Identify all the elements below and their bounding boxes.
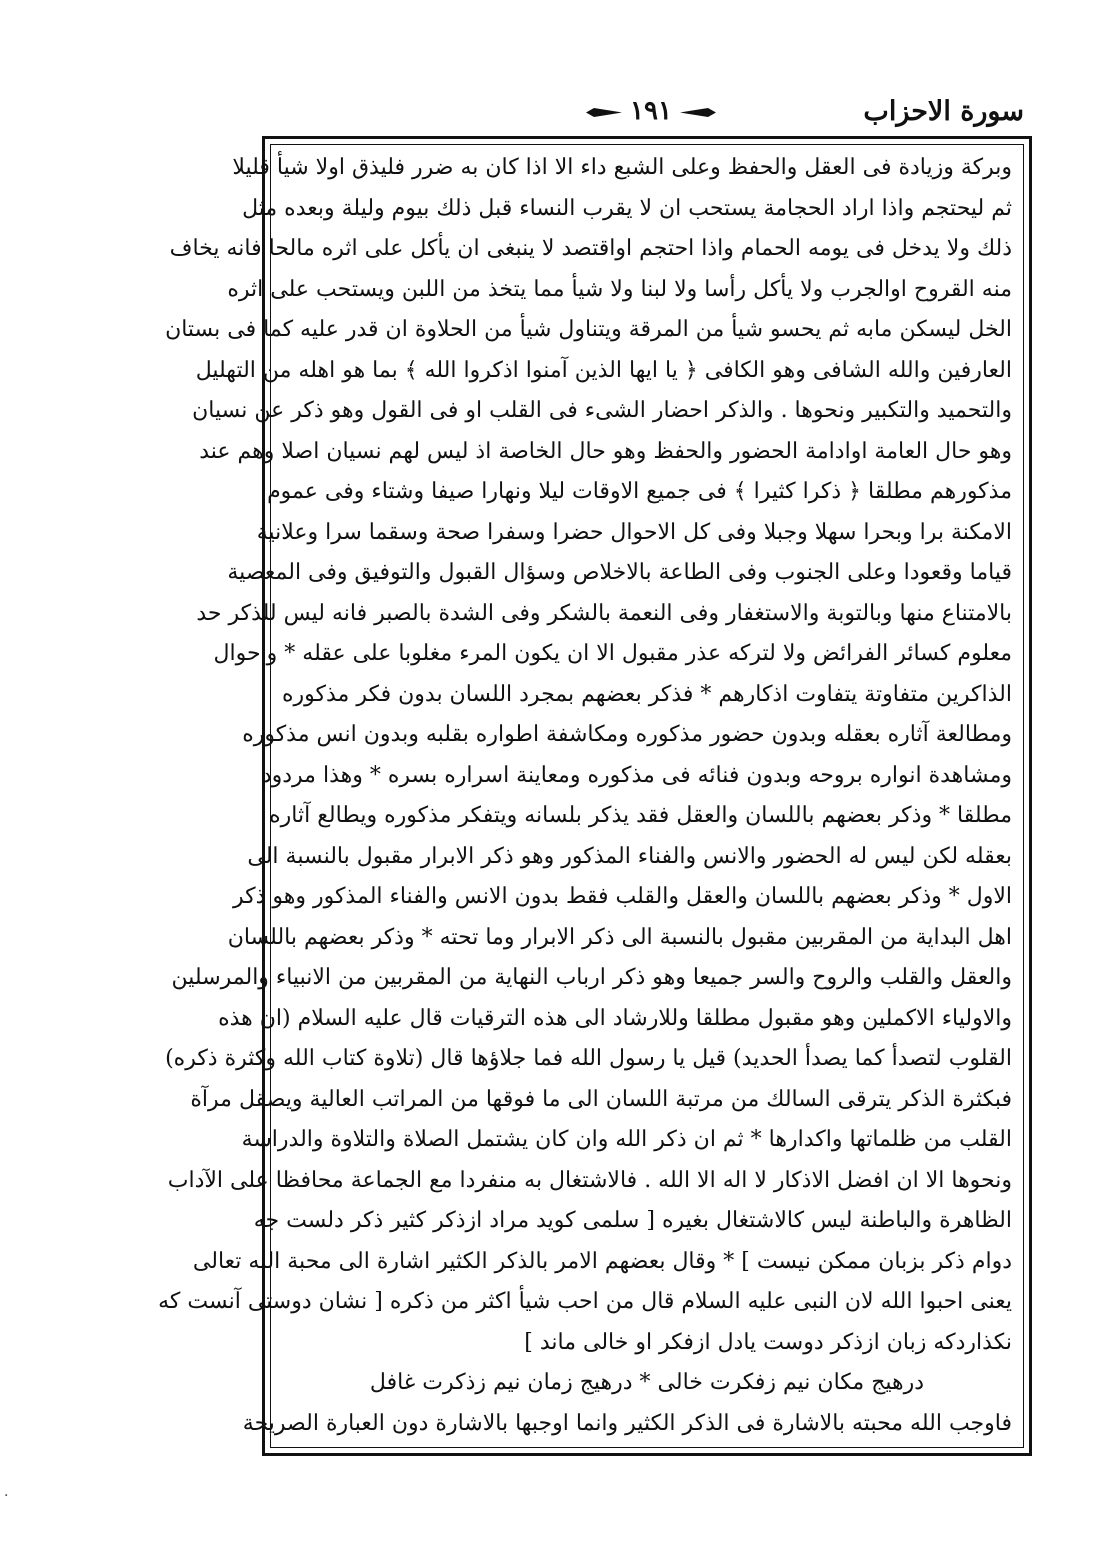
text-line: وهو حال العامة اوادامة الحضور والحفظ وهو حال الخاصة اذ ليس لهم نسيان اصلا وهم عند (199, 438, 1012, 464)
text-line: وبركة وزيادة فى العقل والحفظ وعلى الشبع داء الا اذا كان به ضرر فليذق اولا شيأ قليلا (232, 155, 1012, 180)
page-number: ١٩١ (630, 96, 672, 126)
text-line: والتحميد والتكبير ونحوها . والذكر احضار الشىء فى القلب او فى القول وهو ذكر عن نسيان (192, 398, 1012, 423)
text-line: مذكورهم مطلقا ﴿ ذكرا كثيرا ﴾ فى جميع الاوقات ليلا ونهارا صيفا وشتاء وفى عموم (267, 479, 1012, 504)
surah-title: سورة الاحزاب (863, 96, 1024, 127)
page-number-group (586, 96, 716, 128)
text-line: ومشاهدة انواره بروحه وبدون فنائه فى مذكوره ومعاينة اسراره بسره * وهذا مردود (261, 762, 1012, 788)
text-line: ثم ليحتجم واذا اراد الحجامة يستحب ان لا يقرب النساء قبل ذلك بيوم وليلة وبعده مثل (242, 195, 1012, 221)
text-line: يعنى احبوا الله لان النبى عليه السلام قال من احب شيأ اكثر من ذكره [ نشان دوستى آنست كه (158, 1289, 1012, 1314)
text-line: فبكثرة الذكر يترقى السالك من مرتبة اللسان الى ما فوقها من المراتب العالية ويصقل مرآة (190, 1086, 1012, 1112)
text-line: معلوم كسائر الفرائض ولا لتركه عذر مقبول الا ان يكون المرء مغلوبا على عقله * واحوال (213, 641, 1012, 666)
text-line: دوام ذكر بزبان ممكن نيست ] * وقال بعضهم الامر بالذكر الكثير اشارة الى محبة الله تعالى (192, 1248, 1012, 1274)
text-line: الظاهرة والباطنة ليس كالاشتغال بغيره [ سلمى كويد مراد ازذكر كثير ذكر دلست جه (253, 1208, 1012, 1233)
text-line: والاولياء الاكملين وهو مقبول مطلقا وللارشاد الى هذه الترقيات قال عليه السلام (ان هذه (218, 1005, 1012, 1031)
text-line: نكذاردكه زبان ازذكر دوست يادل ازفكر او خالى ماند ] (524, 1329, 1012, 1355)
text-line: مطلقا * وذكر بعضهم باللسان والعقل فقد يذكر بلسانه ويتفكر مذكوره ويطالع آثاره (269, 803, 1012, 828)
text-line: قياما وقعودا وعلى الجنوب وفى الطاعة بالاخلاص وسؤال القبول والتوفيق وفى المعصية (227, 560, 1012, 585)
text-line: القلوب لتصدأ كما يصدأ الحديد) قيل يا رسول الله فما جلاؤها قال (تلاوة كتاب الله وكثرة ذكره) (165, 1046, 1012, 1071)
text-line: ومطالعة آثاره بعقله وبدون حضور مذكوره ومكاشفة اطواره بقلبه وبدون انس مذكوره (242, 722, 1012, 747)
text-line: بعقله لكن ليس له الحضور والانس والفناء المذكور وهو ذكر الابرار مقبول بالنسبة الى (247, 843, 1012, 869)
text-line: الامكنة برا وبحرا سهلا وجبلا وفى كل الاحوال حضرا وسفرا صحة وسقما سرا وعلانية (256, 519, 1012, 545)
left-ornament-icon (586, 107, 622, 118)
right-ornament-icon (680, 107, 716, 118)
verse-line: درهيج مكان نيم زفكرت خالى * درهيج زمان نيم زذكرت غافل (369, 1370, 925, 1395)
text-line: ذلك ولا يدخل فى يومه الحمام واذا احتجم اواقتصد لا ينبغى ان يأكل على اثره مالحا فانه يخاف (169, 236, 1012, 261)
text-line: بالامتناع منها وبالتوبة والاستغفار وفى النعمة بالشكر وفى الشدة بالصبر فانه ليس للذكر حد (196, 600, 1012, 626)
text-line: اهل البداية من المقربين مقبول بالنسبة الى ذكر الابرار وما تحته * وذكر بعضهم باللسان (227, 924, 1012, 950)
text-line: منه القروح اوالجرب ولا يأكل رأسا ولا لبنا ولا شيأ مما يتخذ من اللبن ويستحب على اثره (227, 276, 1012, 302)
text-line: العارفين والله الشافى وهو الكافى ﴿ يا ايها الذين آمنوا اذكروا الله ﴾ بما هو اهله من التهليل (195, 357, 1012, 383)
scan-edge-mark: · (4, 1488, 9, 1504)
text-line: فاوجب الله محبته بالاشارة فى الذكر الكثير وانما اوجبها بالاشارة دون العبارة الصريحة (242, 1410, 1012, 1436)
text-line: الاول * وذكر بعضهم باللسان والعقل والقلب فقط بدون الانس والفناء المذكور وهو ذكر (232, 884, 1012, 909)
text-line: الذاكرين متفاوتة يتفاوت اذكارهم * فذكر بعضهم بمجرد اللسان بدون فكر مذكوره (282, 681, 1012, 707)
page-header (270, 92, 1030, 136)
text-line: الخل ليسكن مابه ثم يحسو شيأ من المرقة ويتناول شيأ من الحلاوة ان قدر عليه كما فى بستان (165, 317, 1012, 342)
text-line: القلب من ظلماتها واكدارها * ثم ان ذكر الله وان كان يشتمل الصلاة والتلاوة والدراسة (241, 1127, 1012, 1152)
body-text (158, 148, 1012, 1444)
text-line: ونحوها الا ان افضل الاذكار لا اله الا الله . فالاشتغال به منفردا مع الجماعة محافظا على الآداب (167, 1167, 1012, 1193)
text-line: والعقل والقلب والروح والسر جميعا وهو ذكر ارباب النهاية من المقربين من الانبياء والمرسلين (171, 965, 1012, 990)
